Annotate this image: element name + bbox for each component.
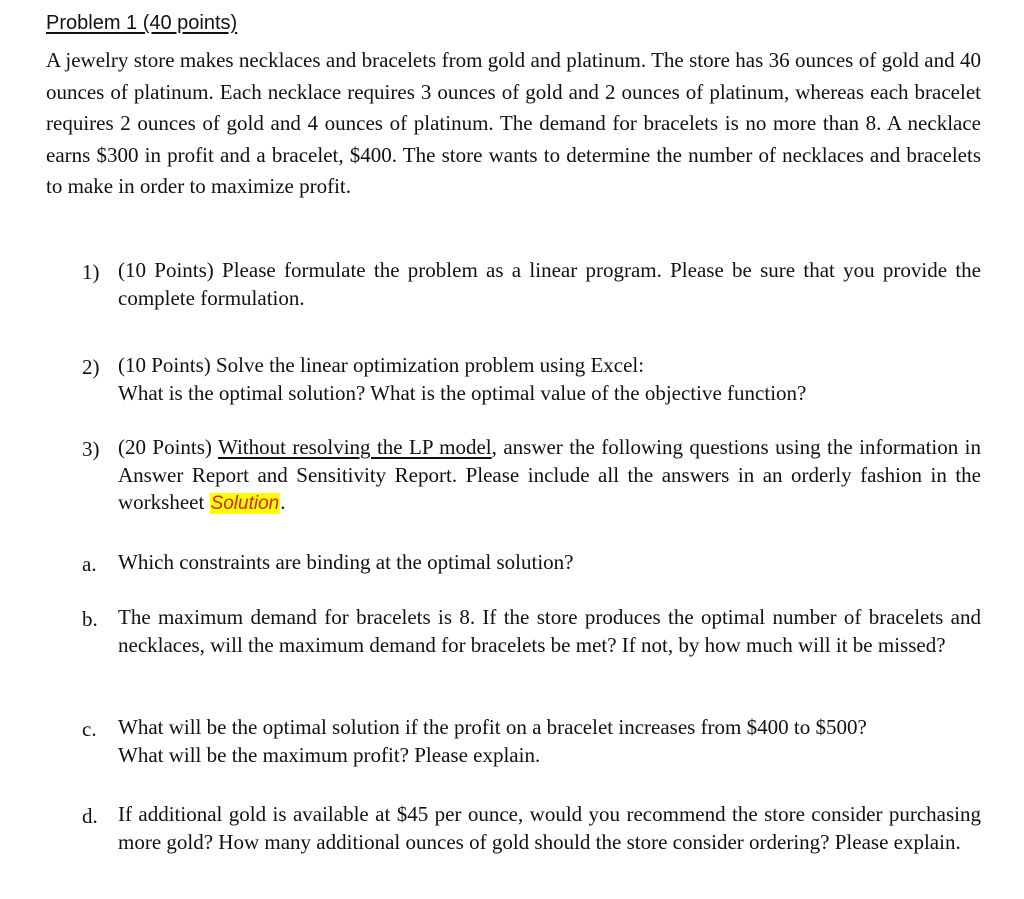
question-number: 1) (82, 260, 100, 284)
subquestion-text: The maximum demand for bracelets is 8. If the store produces the optimal number of bracelets and necklaces, will the maximum demand for bracelets be met? If not, by how much will it be missed? (118, 605, 981, 657)
subquestion-letter: c. (82, 717, 97, 741)
subquestion-letter: a. (82, 552, 97, 576)
subquestion-letter: b. (82, 607, 98, 631)
question-rest: , answer the following questions using the information in Answer Report and Sensitivity Report. Please include all the answers in an orderly fashion in the worksheet (118, 435, 981, 514)
subquestion-text (118, 714, 981, 769)
subquestion-text: Which constraints are binding at the optimal solution? (118, 550, 574, 574)
question-number: 3) (82, 437, 100, 461)
question-line: What is the optimal solution? What is the optimal value of the objective function? (118, 380, 807, 405)
subquestion-a (82, 549, 981, 581)
problem-title: Problem 1 (40 points) (46, 12, 238, 34)
question-1 (82, 257, 981, 312)
subquestion-line: What will be the optimal solution if the profit on a bracelet increases from $400 to $500? (118, 715, 867, 739)
highlighted-worksheet-name: Solution (210, 493, 280, 514)
question-2 (82, 352, 981, 407)
question-text (118, 352, 981, 407)
subquestion-c (82, 714, 981, 769)
subquestion-line: What will be the maximum profit? Please explain. (118, 742, 541, 767)
question-text (118, 434, 981, 518)
question-number: 2) (82, 355, 100, 379)
subquestion-d (82, 801, 981, 856)
question-end: . (280, 490, 286, 514)
subquestion-text: If additional gold is available at $45 per ounce, would you recommend the store consider purchasing more gold? How many additional ounces of gold should the store consider ordering? Please explain. (118, 802, 981, 854)
subquestion-b (82, 604, 981, 659)
question-prefix: (20 Points) (118, 435, 218, 459)
underlined-phrase: Without resolving the LP model (217, 435, 492, 459)
question-3 (82, 434, 981, 518)
subquestion-letter: d. (82, 804, 98, 828)
question-text: (10 Points) Please formulate the problem as a linear program. Please be sure that you provide the complete formulation. (118, 258, 981, 310)
question-line: (10 Points) Solve the linear optimization problem using Excel: (118, 353, 645, 377)
problem-intro: A jewelry store makes necklaces and bracelets from gold and platinum. The store has 36 ounces of gold and 40 ounces of platinum. Each necklace requires 3 ounces of gold and 2 ounces of platinum, whereas each bracelet requires 2 ounces of gold and 4 ounces of platinum. The demand for bracelets is no more than 8. A necklace earns $300 in profit and a bracelet, $400. The store wants to determine the number of necklaces and bracelets to make in order to maximize profit. (46, 48, 981, 198)
